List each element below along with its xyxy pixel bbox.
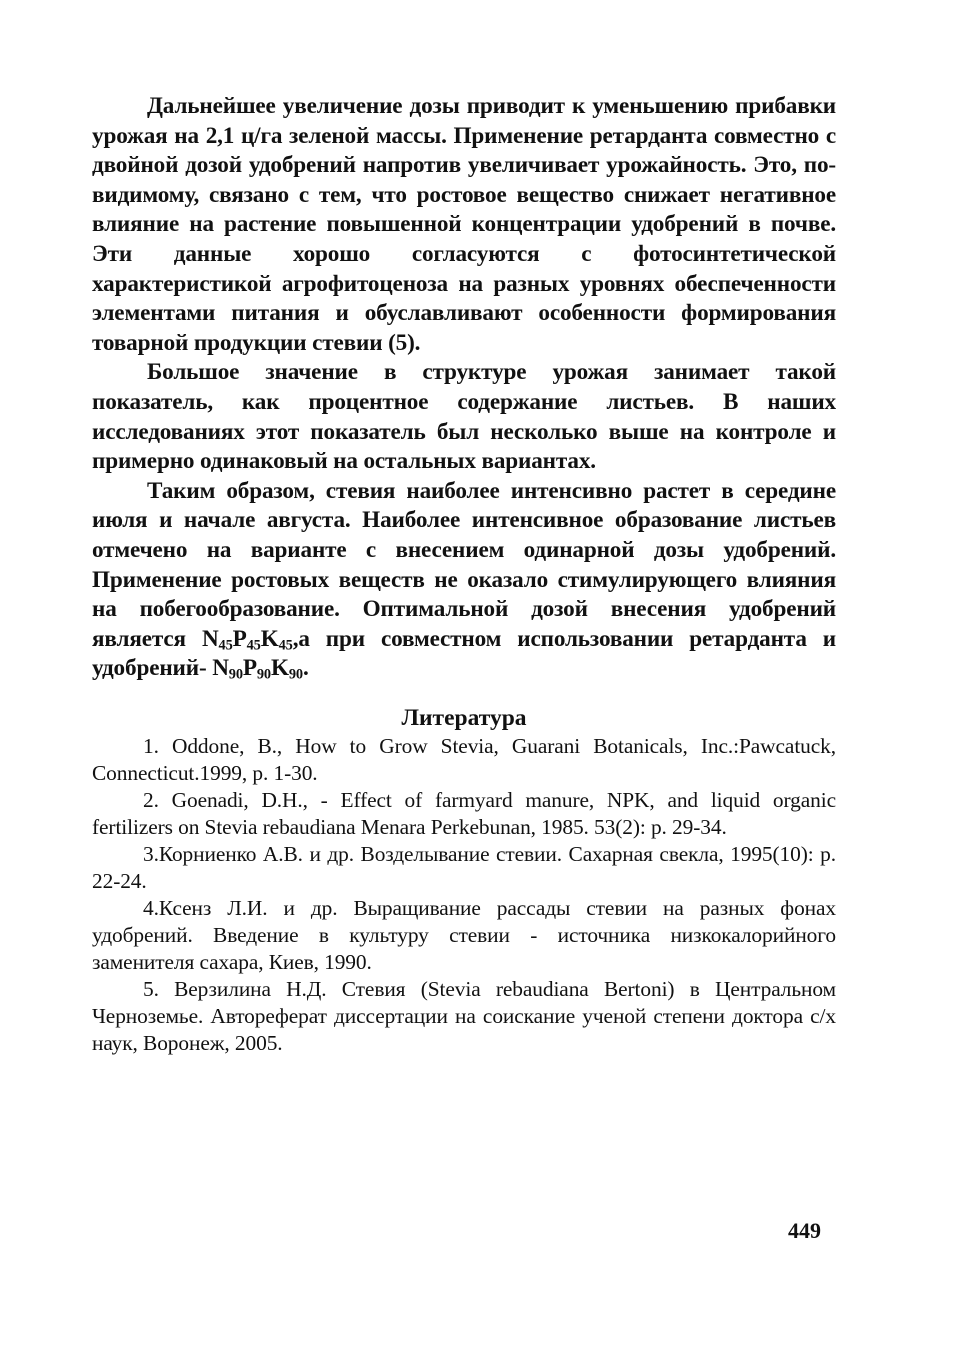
body-paragraph-1: Дальнейшее увеличение дозы приводит к уменьшению прибавки урожая на 2,1 ц/га зеленой массы. Применение ретарданта совместно с двойной дозой удобрений напротив увеличивает урожайность. Это, по-видимому, связано с тем, что ростовое вещество снижает негативное влияние на растение повышенной концентрации удобрений в почве. Эти данные хорошо согласуются с фотосинтетической характеристикой агрофитоценоза на разных уровнях обеспеченности элементами питания и обуславливают особенности формирования товарной продукции стевии (5). — [92, 93, 836, 356]
page-content — [92, 92, 836, 1057]
page-number: 449 — [788, 1218, 821, 1243]
body-paragraph-2: Большое значение в структуре урожая занимает такой показатель, как процентное содержание листьев. В наших исследованиях этот показатель был несколько выше на контроле и примерно одинаковый на остальных вариантах. — [92, 359, 836, 475]
conclusion-paragraph — [92, 477, 836, 684]
dose-formula-1: $N_{45}P_{45}K_{45}$ — [201, 625, 293, 654]
reference-item: 3.Корниенко А.В. и др. Возделывание стевии. Сахарная свекла, 1995(10): p. 22-24. — [92, 841, 836, 893]
dose-formula-2: $N_{90}P_{90}K_{90}$ — [212, 655, 303, 683]
reference-item: 2. Goenadi, D.H., - Effect of farmyard manure, NPK, and liquid organic fertilizers on Stevia rebaudiana Menara Perkebunan, 1985. 53(2): p. 29-34. — [92, 787, 836, 839]
reference-item: 4.Ксенз Л.И. и др. Выращивание рассады стевии на разных фонах удобрений. Введение в культуру стевии - источника низкокалорийного заменителя сахара, Киев, 1990. — [92, 895, 836, 974]
reference-item: 5. Верзилина Н.Д. Стевия (Stevia rebaudiana Bertoni) в Центральном Черноземье. Автореферат диссертации на соискание ученой степени доктора с/х наук, Воронеж, 2005. — [92, 976, 836, 1055]
references-heading: Литература — [401, 704, 527, 731]
conclusion-text-middle: ,а при совместном использовании ретарданта и удобрений- — [92, 625, 836, 682]
conclusion-text-after: . — [302, 655, 309, 682]
reference-item: 1. Oddone, B., How to Grow Stevia, Guarani Botanicals, Inc.:Pawcatuck, Connecticut.1999, p. 1-30. — [92, 733, 836, 785]
conclusion-text-before: Таким образом, стевия наиболее интенсивно растет в середине июля и начале августа. Наиболее интенсивное образование листьев отмечено на варианте с внесением одинарной дозы удобрений. Применение ростовых веществ не оказало стимулирующего влияния на побегообразование. Оптимальной дозой внесения удобрений является — [92, 477, 836, 652]
references-list — [92, 733, 836, 1057]
